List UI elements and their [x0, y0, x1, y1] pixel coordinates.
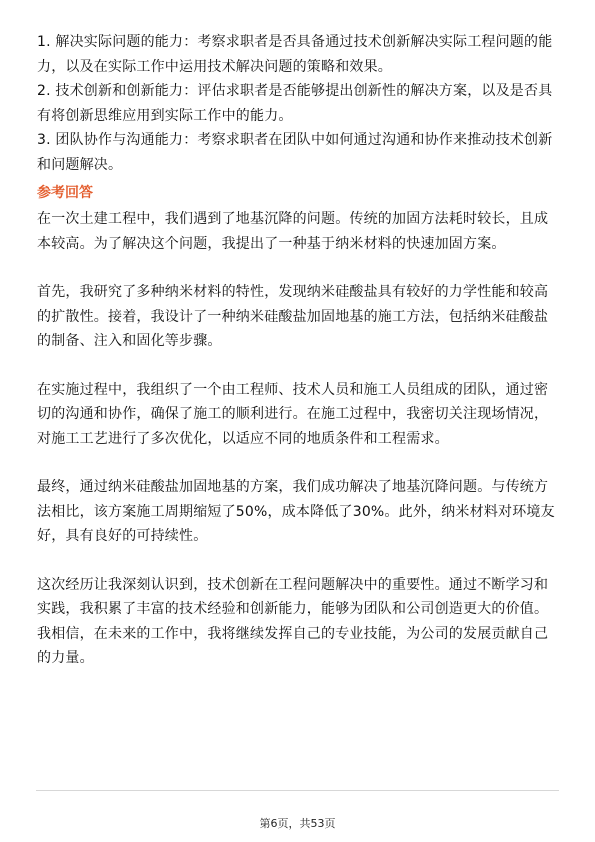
- answer-paragraph-3: 在实施过程中，我组织了一个由工程师、技术人员和施工人员组成的团队，通过密切的沟通和协作，确保了施工的顺利进行。在施工过程中，我密切关注现场情况，对施工工艺进行了多次优化，以适应不同的地质条件和工程需求。: [37, 381, 549, 447]
- answer-paragraph-2: 首先，我研究了多种纳米材料的特性，发现纳米硅酸盐具有较好的力学性能和较高的扩散性。接着，我设计了一种纳米硅酸盐加固地基的施工方法，包括纳米硅酸盐的制备、注入和固化等步骤。: [37, 284, 549, 349]
- reference-answer-heading: 参考回答: [37, 185, 93, 201]
- page-number: 第6页，共53页: [259, 817, 336, 830]
- document-body: [37, 30, 562, 671]
- answer-paragraph-4: 最终，通过纳米硅酸盐加固地基的方案，我们成功解决了地基沉降问题。与传统方法相比，该方案施工周期缩短了50%，成本降低了30%。此外，纳米材料对环境友好，具有良好的可持续性。: [37, 479, 555, 544]
- answer-paragraph-1: 在一次土建工程中，我们遇到了地基沉降的问题。传统的加固方法耗时较长，且成本较高。为了解决这个问题，我提出了一种基于纳米材料的快速加固方案。: [37, 211, 549, 252]
- ability-point-1: 1. 解决实际问题的能力：考察求职者是否具备通过技术创新解决实际工程问题的能力，以及在实际工作中运用技术解决问题的策略和效果。: [37, 34, 553, 75]
- answer-paragraph-5: 这次经历让我深刻认识到，技术创新在工程问题解决中的重要性。通过不断学习和实践，我积累了丰富的技术经验和创新能力，能够为团队和公司创造更大的价值。我相信，在未来的工作中，我将继续发挥自己的专业技能，为公司的发展贡献自己的力量。: [37, 576, 549, 666]
- ability-point-3: 3. 团队协作与沟通能力：考察求职者在团队中如何通过沟通和协作来推动技术创新和问题解决。: [37, 132, 553, 173]
- ability-point-2: 2. 技术创新和创新能力：评估求职者是否能够提出创新性的解决方案，以及是否具有将创新思维应用到实际工作中的能力。: [37, 83, 553, 124]
- reference-answer-body: [37, 207, 562, 671]
- ability-points-list: [37, 30, 562, 177]
- footer-divider: [36, 790, 559, 791]
